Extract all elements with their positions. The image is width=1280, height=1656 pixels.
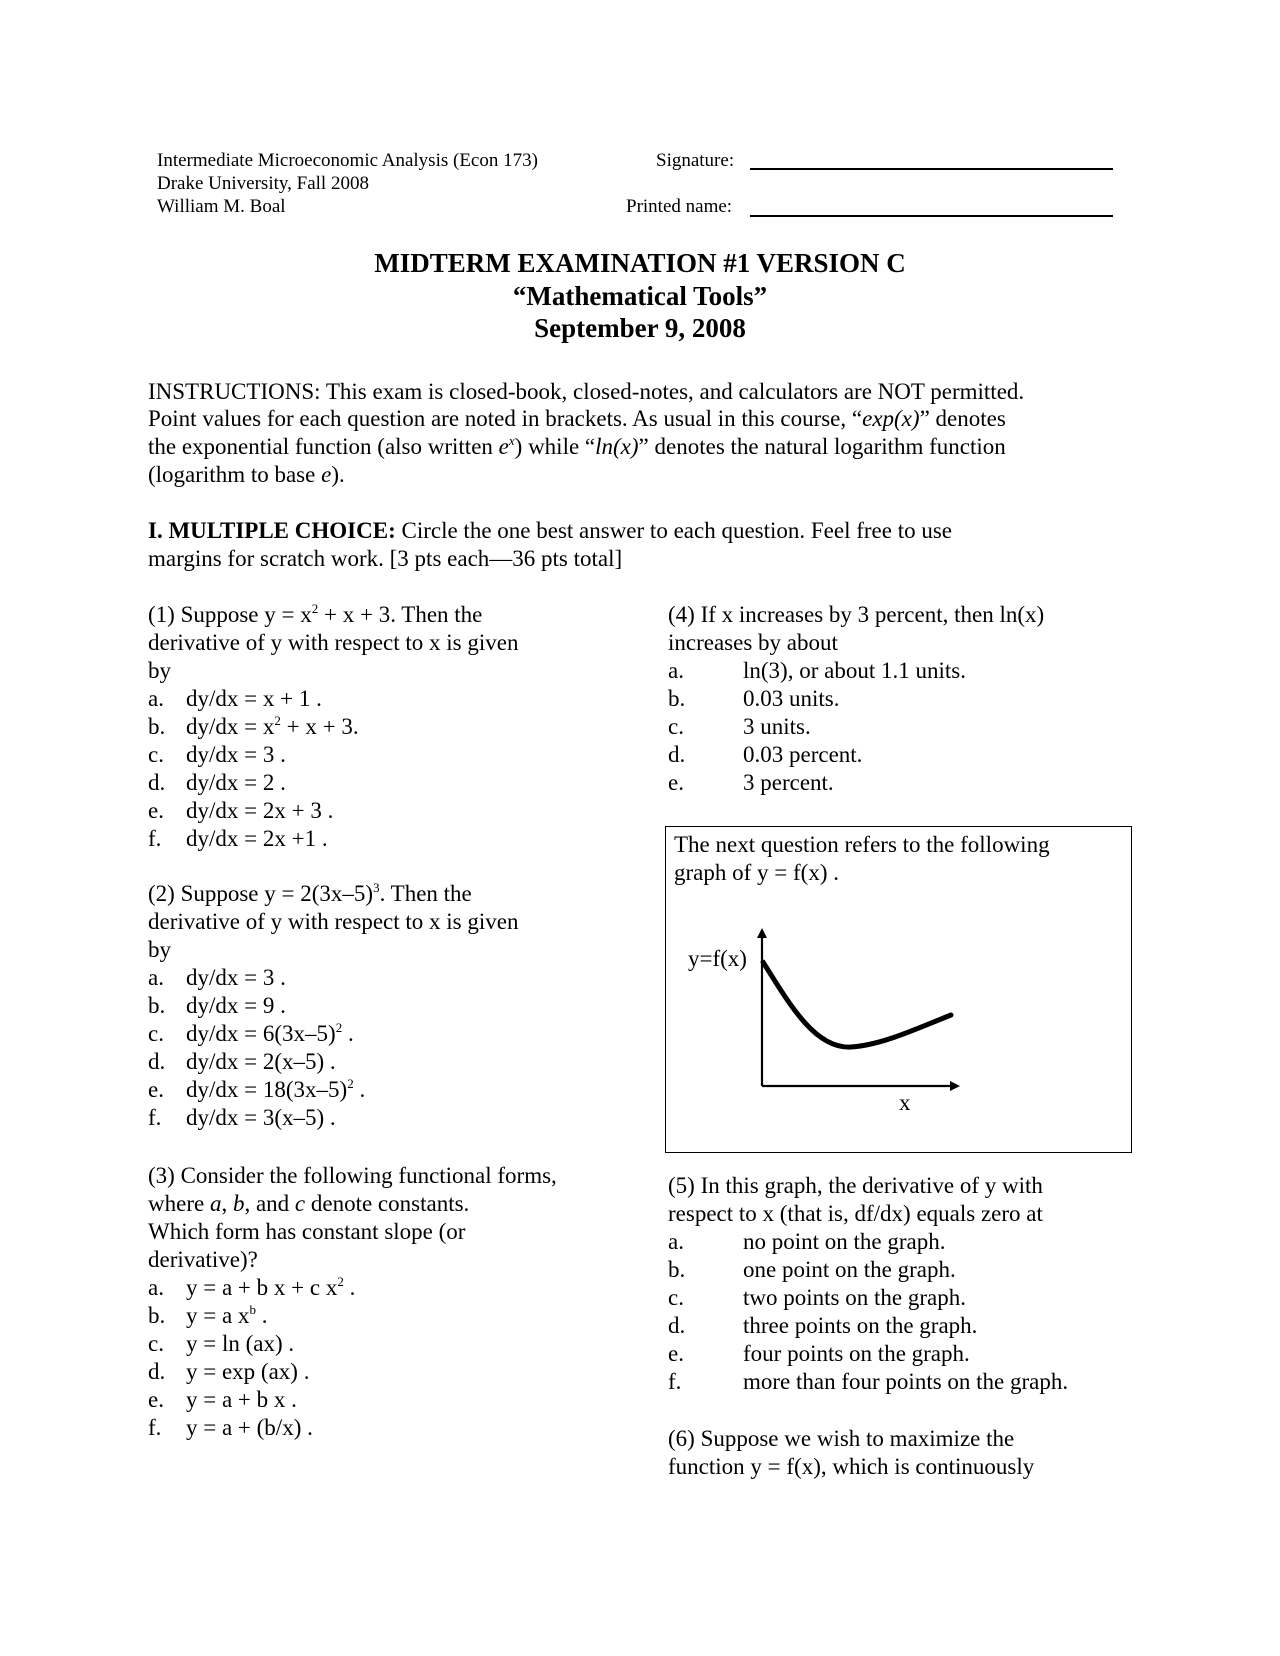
q2-option-d[interactable]: d. dy/dx = 2(x–5) .	[148, 1049, 336, 1074]
q2-option-b[interactable]: b. dy/dx = 9 .	[148, 993, 286, 1018]
q4-option-b[interactable]: b. 0.03 units.	[668, 686, 840, 711]
q4-option-c[interactable]: c. 3 units.	[668, 714, 811, 739]
q2-option-f[interactable]: f. dy/dx = 3(x–5) .	[148, 1105, 336, 1130]
q3-option-d[interactable]: d. y = exp (ax) .	[148, 1359, 310, 1384]
section-1-subtext: margins for scratch work. [3 pts each—36 pts total]	[148, 546, 623, 571]
function-curve	[763, 962, 951, 1047]
signature-label: Signature:	[656, 150, 735, 171]
q5-option-a[interactable]: a. no point on the graph.	[668, 1229, 946, 1254]
q3-option-c[interactable]: c. y = ln (ax) .	[148, 1331, 295, 1356]
q5-option-d[interactable]: d. three points on the graph.	[668, 1313, 978, 1338]
q5-option-b[interactable]: b. one point on the graph.	[668, 1257, 956, 1282]
question-5: (5) In this graph, the derivative of y with respect to x (that is, df/dx) equals zero at a. no point on the graph. b. one point on the graph. c. two points on the graph. d. three points on the graph. e. four points on the graph. f. more than four points on the graph.	[668, 1173, 1069, 1394]
q4-option-d[interactable]: d. 0.03 percent.	[668, 742, 863, 767]
q5-option-e[interactable]: e. four points on the graph.	[668, 1341, 970, 1366]
course-name: Intermediate Microeconomic Analysis (Econ 173)	[157, 150, 538, 171]
question-2: (2) Suppose $y = 2(3x-5)^3$. Then the derivative of y with respect to x is given by a. dy/dx = 3 . b. dy/dx = 9 . c. $dy/dx = 6(3x-5)^2$ . d. dy/dx = 2(x–5) . e. $dy/dx = 18(3x-5)^2$ . f. dy/dx = 3(x–5) .	[148, 880, 519, 1130]
q5-option-c[interactable]: c. two points on the graph.	[668, 1285, 966, 1310]
q4-option-a[interactable]: a. ln(3), or about 1.1 units.	[668, 658, 966, 683]
printed-name-line[interactable]	[750, 215, 1113, 217]
q1-option-e[interactable]: e. dy/dx = 2x + 3 .	[148, 798, 334, 823]
instructions-line-4: (logarithm to base e).	[148, 462, 345, 487]
graph-x-label: x	[899, 1090, 911, 1115]
q1-option-d[interactable]: d. dy/dx = 2 .	[148, 770, 286, 795]
q3-option-f[interactable]: f. y = a + (b/x) .	[148, 1415, 313, 1440]
printed-name-label: Printed name:	[626, 196, 733, 217]
exam-subtitle: “Mathematical Tools”	[512, 281, 768, 311]
q1-option-f[interactable]: f. dy/dx = 2x +1 .	[148, 826, 328, 851]
q1-option-b[interactable]: b. $dy/dx = x^2 + x + 3$.	[148, 713, 359, 739]
section-1-heading: I. MULTIPLE CHOICE: Circle the one best answer to each question. Feel free to use	[148, 518, 953, 543]
q3-option-b[interactable]: b. y = a $x^b$ .	[148, 1302, 268, 1328]
q3-option-a[interactable]: a. y = a + b x + c $x^2$ .	[148, 1274, 356, 1300]
graph-box-text-2: graph of y = f(x) .	[674, 860, 839, 885]
question-1: (1) Suppose $y = x^2 + x + 3$. Then the derivative of y with respect to x is given by a. dy/dx = x + 1 . b. $dy/dx = x^2 + x + 3$. c. dy/dx = 3 . d. dy/dx = 2 . e. dy/dx = 2x + 3 . f. dy/dx = 2x +1 .	[148, 601, 519, 851]
question-3: (3) Consider the following functional forms, where a, b, and c denote constants. Which form has constant slope (or derivative)? a. y = a + b x + c $x^2$ . b. y = a $x^b$ . c. y = ln (ax) . d. y = exp (ax) . e. y = a + b x . f. y = a + (b/x) .	[148, 1163, 557, 1440]
exam-title: MIDTERM EXAMINATION #1 VERSION C	[374, 248, 906, 278]
q5-option-f[interactable]: f. more than four points on the graph.	[668, 1369, 1069, 1394]
graph-box-text-1: The next question refers to the following	[674, 832, 1050, 857]
question-4: (4) If x increases by 3 percent, then ln(x) increases by about a. ln(3), or about 1.1 units. b. 0.03 units. c. 3 units. d. 0.03 percent. e. 3 percent.	[668, 602, 1045, 795]
graph-y-label: y=f(x)	[688, 946, 747, 971]
q1-option-a[interactable]: a. dy/dx = x + 1 .	[148, 686, 322, 711]
instructions-line-3: the exponential function (also written $e^x$) while “ln(x)” denotes the natural logarithm function	[148, 433, 1006, 459]
q2-option-c[interactable]: c. $dy/dx = 6(3x-5)^2$ .	[148, 1020, 354, 1046]
q3-option-e[interactable]: e. y = a + b x .	[148, 1387, 297, 1412]
q2-option-e[interactable]: e. $dy/dx = 18(3x-5)^2$ .	[148, 1076, 366, 1102]
q2-option-a[interactable]: a. dy/dx = 3 .	[148, 965, 286, 990]
signature-line[interactable]	[750, 168, 1113, 170]
q4-option-e[interactable]: e. 3 percent.	[668, 770, 834, 795]
q1-option-c[interactable]: c. dy/dx = 3 .	[148, 742, 286, 767]
question-6: (6) Suppose we wish to maximize the function y = f(x), which is continuously	[668, 1426, 1035, 1479]
instructor-name: William M. Boal	[157, 196, 286, 217]
instructions-line-2: Point values for each question are noted in brackets. As usual in this course, “exp(x)” denotes	[148, 406, 1006, 431]
school-term: Drake University, Fall 2008	[157, 173, 369, 194]
graph-box	[665, 826, 1132, 1153]
exam-date: September 9, 2008	[534, 313, 746, 343]
instructions-line-1: INSTRUCTIONS: This exam is closed-book, closed-notes, and calculators are NOT permitted.	[148, 379, 1025, 404]
